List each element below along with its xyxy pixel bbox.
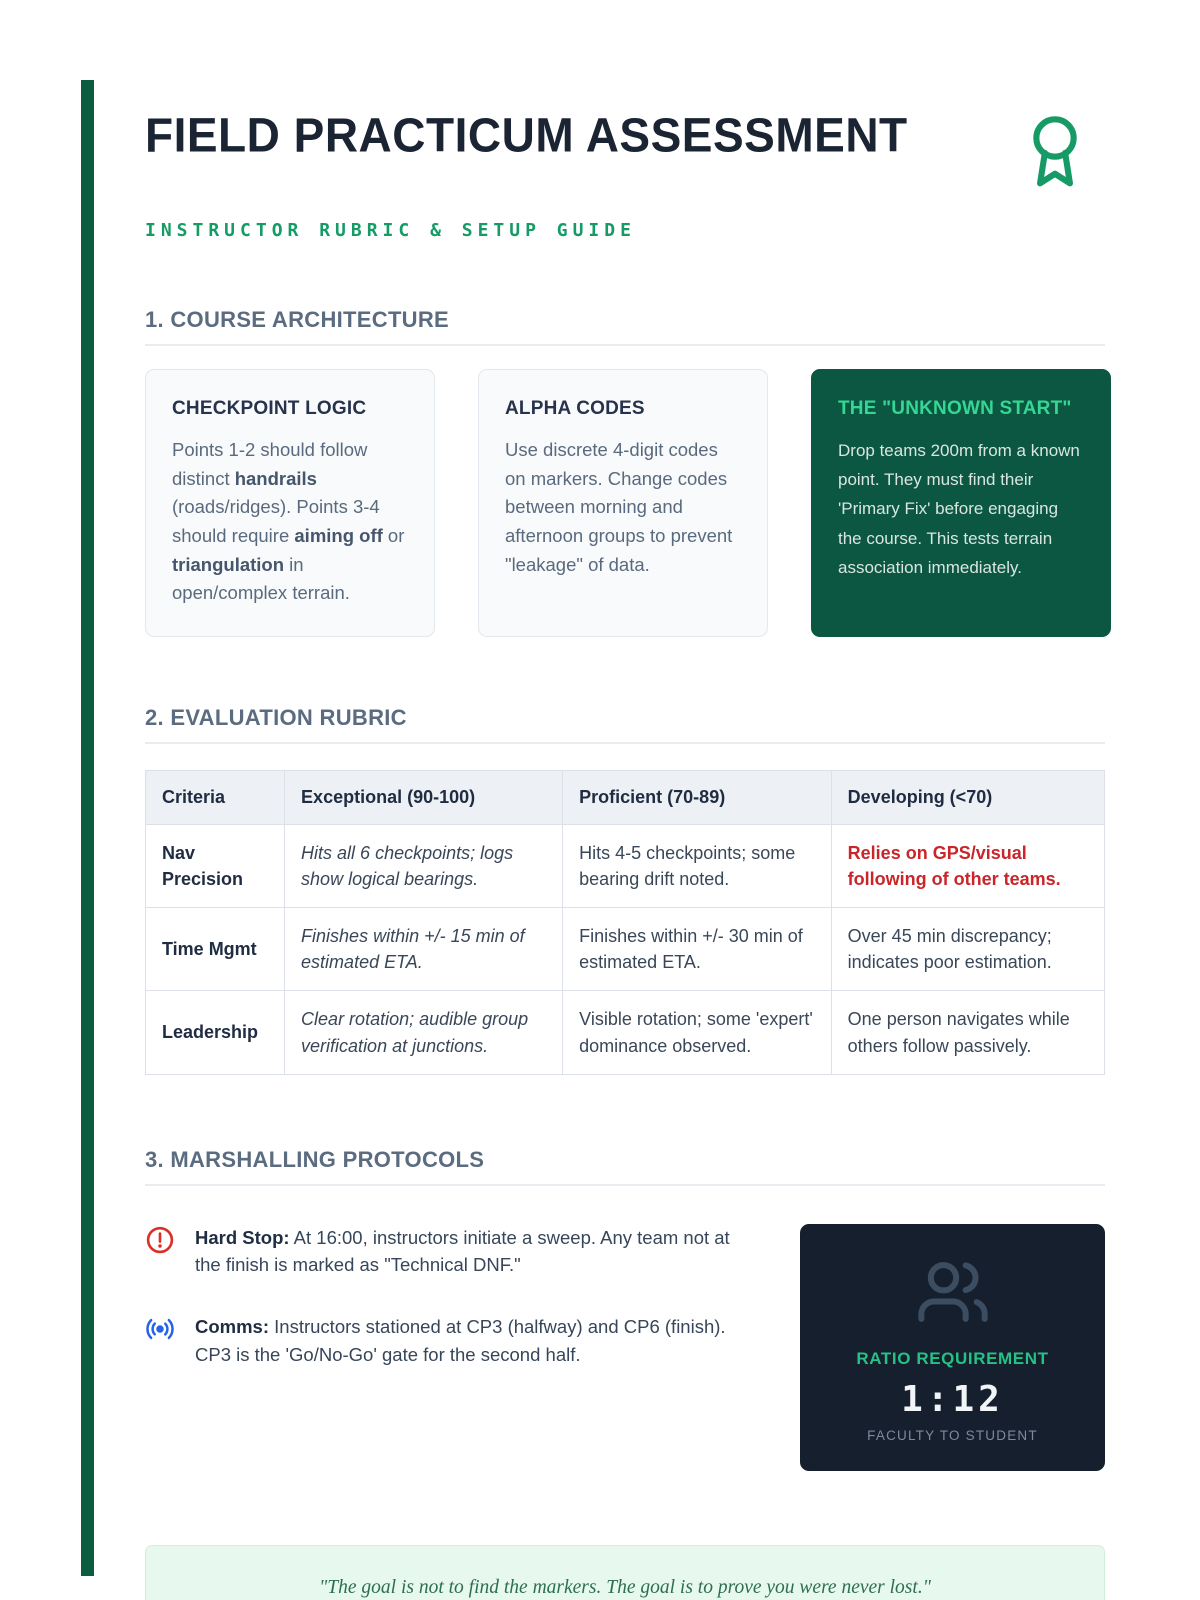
page-title: FIELD PRACTICUM ASSESSMENT — [145, 107, 908, 162]
cell-criteria: Time Mgmt — [146, 908, 285, 991]
cell-developing: Relies on GPS/visual following of other teams. — [831, 825, 1104, 908]
card-alpha-codes — [478, 369, 768, 637]
section-heading-protocols: 3. MARSHALLING PROTOCOLS — [145, 1147, 1105, 1186]
protocol-text: Hard Stop: At 16:00, instructors initiate a sweep. Any team not at the finish is marked as "Technical DNF." — [195, 1226, 730, 1276]
table-row — [146, 825, 1105, 908]
protocol-hard-stop — [145, 1224, 760, 1280]
card-body: Use discrete 4-digit codes on markers. Change codes between morning and afternoon groups to prevent "leakage" of data. — [505, 439, 733, 575]
table-row — [146, 991, 1105, 1074]
card-title: THE "UNKNOWN START" — [838, 398, 1072, 419]
protocols-row — [145, 1224, 1105, 1471]
col-header-proficient: Proficient (70-89) — [563, 771, 832, 825]
cell-developing: Over 45 min discrepancy; indicates poor estimation. — [831, 908, 1104, 991]
section-course-architecture — [145, 307, 1105, 637]
ratio-value: 1:12 — [901, 1378, 1004, 1420]
card-body: Drop teams 200m from a known point. They must find their 'Primary Fix' before engaging the course. This tests terrain association immediately. — [838, 441, 1080, 577]
cell-proficient: Hits 4-5 checkpoints; some bearing drift noted. — [563, 825, 832, 908]
protocol-comms — [145, 1313, 760, 1369]
radio-icon — [145, 1314, 175, 1344]
architecture-cards — [145, 369, 1105, 637]
users-icon — [915, 1254, 991, 1330]
section-evaluation-rubric — [145, 705, 1105, 1075]
col-header-exceptional: Exceptional (90-100) — [285, 771, 563, 825]
cell-developing: One person navigates while others follow passively. — [831, 991, 1104, 1074]
ratio-card — [800, 1224, 1105, 1471]
cell-exceptional: Hits all 6 checkpoints; logs show logical bearings. — [285, 825, 563, 908]
ratio-label: RATIO REQUIREMENT — [856, 1348, 1049, 1368]
cell-criteria: Leadership — [146, 991, 285, 1074]
cell-criteria: Nav Precision — [146, 825, 285, 908]
card-title: ALPHA CODES — [505, 398, 645, 419]
section-heading-rubric: 2. EVALUATION RUBRIC — [145, 705, 1105, 744]
page-subtitle: INSTRUCTOR RUBRIC & SETUP GUIDE — [145, 220, 636, 241]
table-row — [146, 908, 1105, 991]
card-title: CHECKPOINT LOGIC — [172, 398, 367, 419]
col-header-criteria: Criteria — [146, 771, 285, 825]
section-marshalling-protocols — [145, 1147, 1105, 1471]
content — [145, 0, 1105, 1600]
alert-circle-icon — [145, 1225, 175, 1255]
protocol-list — [145, 1224, 760, 1403]
quote-box — [145, 1545, 1105, 1600]
quote-text: "The goal is not to find the markers. The goal is to prove you were never lost." — [319, 1576, 931, 1598]
table-header-row — [146, 771, 1105, 825]
card-body: Points 1-2 should follow distinct handrails (roads/ridges). Points 3-4 should require aiming off or triangulation in open/complex terrain. — [172, 439, 405, 604]
section-heading-architecture: 1. COURSE ARCHITECTURE — [145, 307, 1105, 346]
cell-proficient: Finishes within +/- 30 min of estimated ETA. — [563, 908, 832, 991]
left-accent-bar — [81, 80, 94, 1576]
ratio-caption: FACULTY TO STUDENT — [867, 1427, 1038, 1443]
rubric-table — [145, 770, 1105, 1075]
cell-exceptional: Clear rotation; audible group verification at junctions. — [285, 991, 563, 1074]
header — [145, 107, 1105, 198]
card-unknown-start — [811, 369, 1111, 637]
col-header-developing: Developing (<70) — [831, 771, 1104, 825]
award-icon — [1023, 110, 1087, 198]
card-checkpoint-logic — [145, 369, 435, 637]
cell-proficient: Visible rotation; some 'expert' dominance observed. — [563, 991, 832, 1074]
protocol-text: Comms: Instructors stationed at CP3 (halfway) and CP6 (finish). CP3 is the 'Go/No-Go' gate for the second half. — [195, 1316, 726, 1365]
cell-exceptional: Finishes within +/- 15 min of estimated ETA. — [285, 908, 563, 991]
